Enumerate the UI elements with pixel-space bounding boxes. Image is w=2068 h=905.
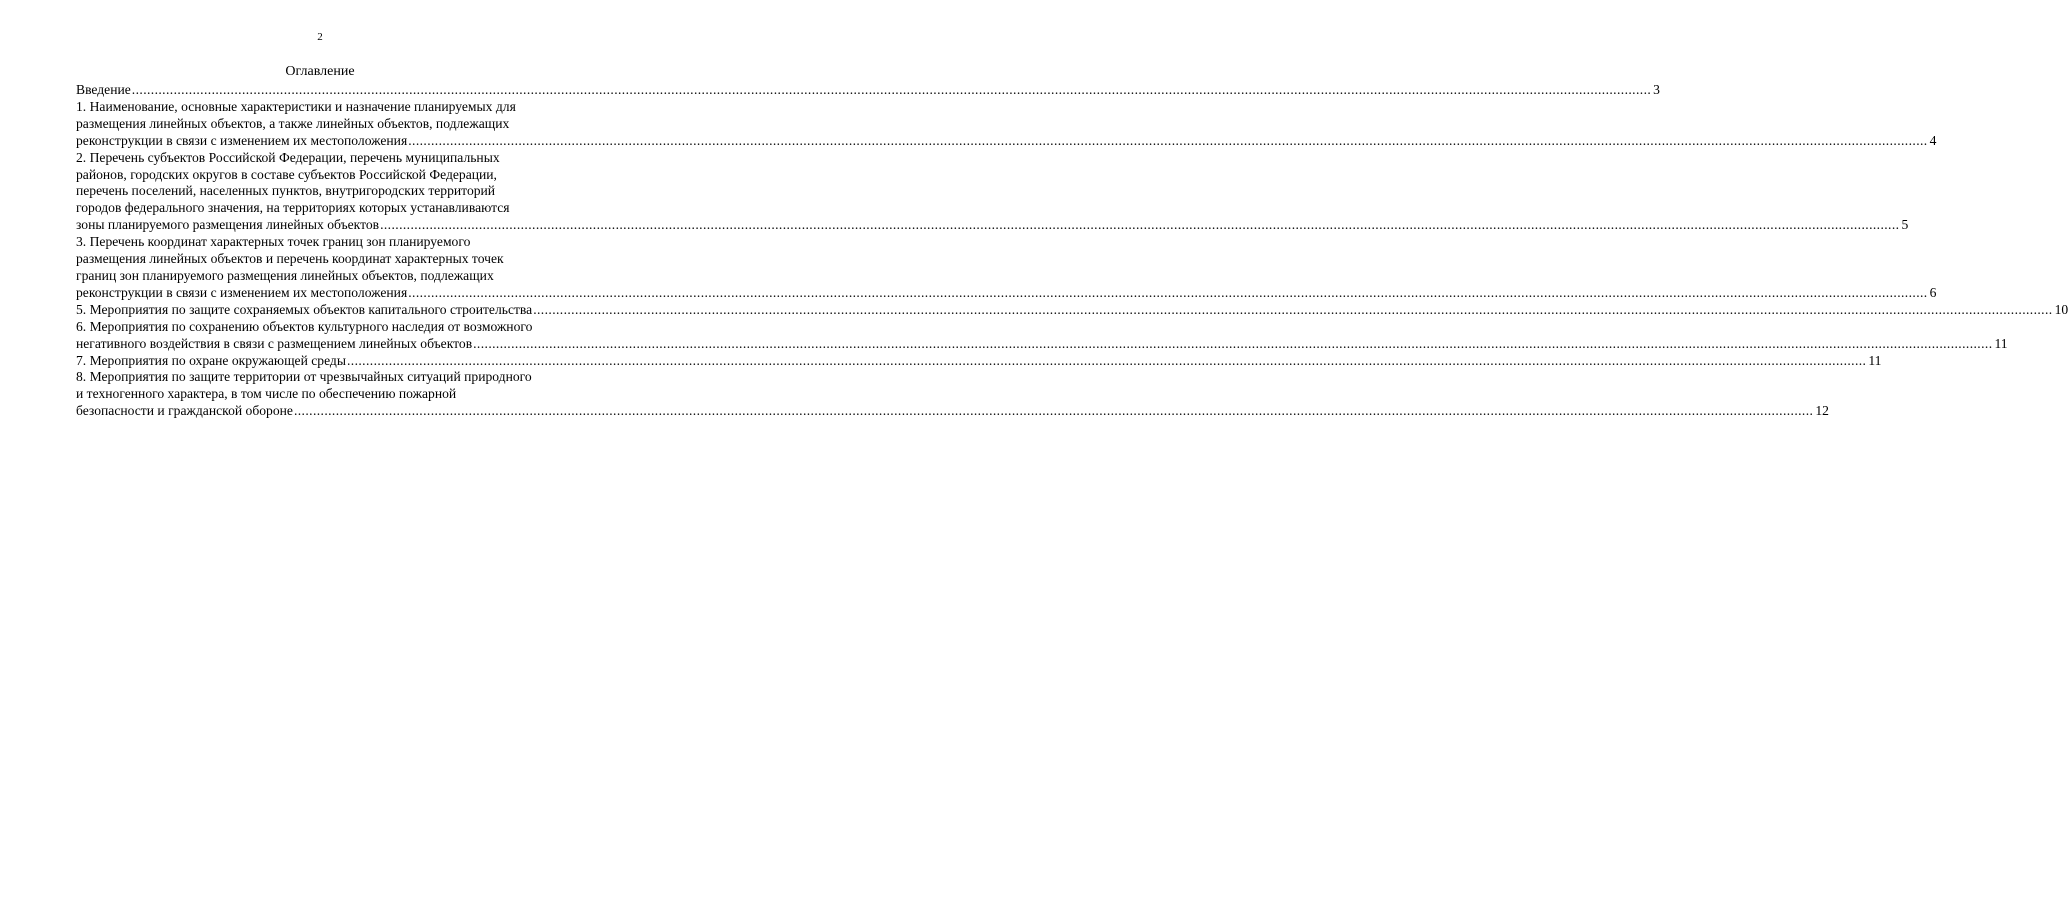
- toc-page-number: 12: [1815, 403, 1829, 419]
- toc-entry-text: негативного воздействия в связи с размещением линейных объектов: [76, 335, 473, 351]
- toc-entry-text: безопасности и гражданской обороне: [76, 403, 293, 419]
- toc-page-number: 11: [1868, 352, 1882, 368]
- toc-page-number: 6: [1929, 284, 1937, 300]
- toc-dot-leader: ................................................................................................................................................................................................................................................................................................................................................................................................................: [533, 301, 2053, 317]
- toc-dot-leader: ................................................................................................................................................................................................................................................................................................................................................................................................................: [408, 284, 1928, 300]
- page-number: 2: [317, 31, 323, 43]
- toc-dot-leader: ................................................................................................................................................................................................................................................................................................................................................................................................................: [473, 335, 1993, 351]
- toc-dot-leader: ................................................................................................................................................................................................................................................................................................................................................................................................................: [380, 217, 1900, 233]
- toc-entry-text: 3. Перечень координат характерных точек границ зон планируемого: [76, 234, 471, 250]
- toc-entry-last-line: [76, 132, 1937, 150]
- toc-entry-text: 1. Наименование, основные характеристики и назначение планируемых для: [76, 98, 516, 114]
- toc-page-number: 4: [1929, 132, 1937, 148]
- toc-entry-text: 5. Мероприятия по защите сохраняемых объектов капитального строительства: [76, 301, 533, 317]
- toc-entry-last-line: [76, 217, 1909, 234]
- toc-entry-text: размещения линейных объектов, а также линейных объектов, подлежащих: [76, 115, 510, 131]
- toc-entry[interactable]: [76, 301, 2068, 319]
- toc-dot-leader: ................................................................................................................................................................................................................................................................................................................................................................................................................: [408, 132, 1928, 148]
- toc-entry-text: районов, городских округов в составе субъектов Российской Федерации,: [76, 166, 497, 182]
- toc-dot-leader: ................................................................................................................................................................................................................................................................................................................................................................................................................: [131, 82, 1652, 97]
- toc-entry[interactable]: [76, 369, 1829, 420]
- toc-entry-last-line: [76, 301, 2068, 319]
- toc-page-number: 11: [1994, 335, 2008, 351]
- toc-entry-text: 6. Мероприятия по сохранению объектов культурного наследия от возможного: [76, 318, 533, 334]
- toc-entry-text: размещения линейных объектов и перечень координат характерных точек: [76, 251, 504, 267]
- toc-entry-text: реконструкции в связи с изменением их местоположения: [76, 132, 408, 148]
- toc-entry[interactable]: [76, 149, 1909, 235]
- toc-dot-leader: ................................................................................................................................................................................................................................................................................................................................................................................................................: [346, 352, 1867, 368]
- toc-entry-text: 8. Мероприятия по защите территории от чрезвычайных ситуаций природного: [76, 369, 532, 385]
- toc-entry-last-line: [76, 403, 1829, 420]
- toc-entry-last-line: [76, 82, 1660, 99]
- toc-entry-last-line: [76, 284, 1937, 302]
- toc-entry[interactable]: [76, 98, 1937, 150]
- toc-page-number: 5: [1901, 217, 1909, 233]
- toc-entry-text: и техногенного характера, в том числе по обеспечению пожарной: [76, 386, 457, 402]
- toc-page-number: 10: [2054, 301, 2068, 317]
- toc-entry-text: 7. Мероприятия по охране окружающей среды: [76, 352, 346, 368]
- toc-entry-last-line: [76, 352, 1882, 370]
- toc-heading: Оглавление: [285, 64, 355, 79]
- toc-page-number: 3: [1653, 82, 1660, 97]
- toc-entry-text: реконструкции в связи с изменением их местоположения: [76, 284, 408, 300]
- table-of-contents: [76, 82, 2068, 420]
- toc-entry-text: городов федерального значения, на территориях которых устанавливаются: [76, 200, 510, 216]
- toc-entry-last-line: [76, 335, 2008, 353]
- toc-entry-text: границ зон планируемого размещения линейных объектов, подлежащих: [76, 267, 494, 283]
- toc-entry[interactable]: [76, 318, 2008, 353]
- toc-entry-text: перечень поселений, населенных пунктов, внутригородских территорий: [76, 183, 496, 199]
- toc-entry-text: зоны планируемого размещения линейных объектов: [76, 217, 380, 233]
- toc-dot-leader: ................................................................................................................................................................................................................................................................................................................................................................................................................: [293, 403, 1814, 419]
- toc-entry[interactable]: [76, 82, 1660, 99]
- toc-entry-text: Введение: [76, 82, 131, 97]
- toc-entry-text: 2. Перечень субъектов Российской Федерации, перечень муниципальных: [76, 149, 500, 165]
- toc-entry[interactable]: [76, 234, 1937, 302]
- toc-entry[interactable]: [76, 352, 1882, 370]
